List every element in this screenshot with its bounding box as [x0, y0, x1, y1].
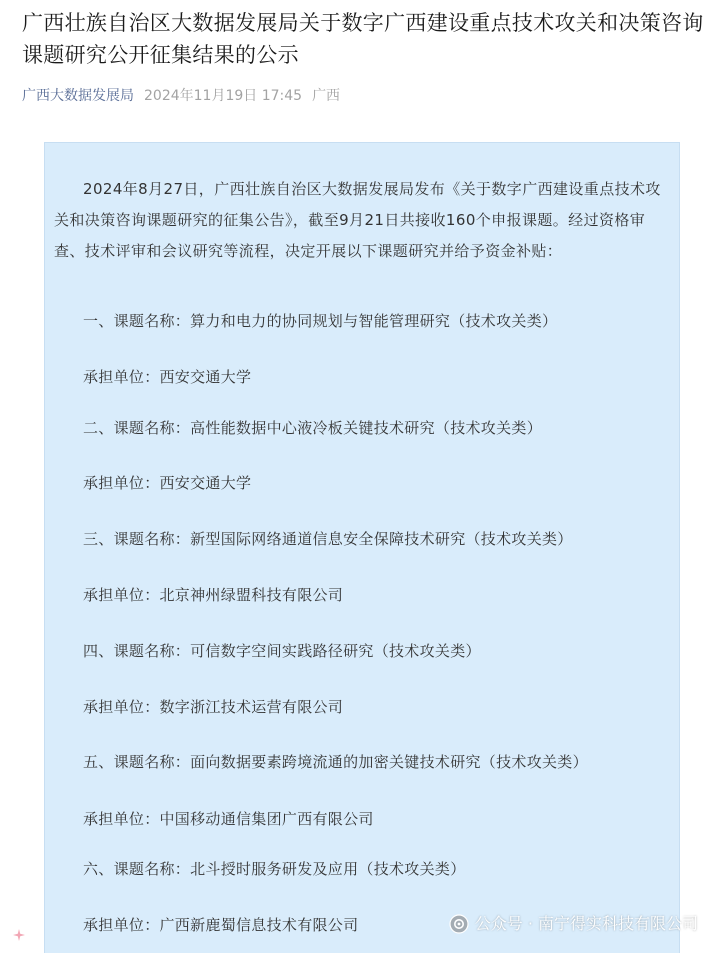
- article-meta: [22, 86, 340, 106]
- unit-3: 承担单位：北京神州绿盟科技有限公司: [83, 586, 344, 604]
- article-title: 广西壮族自治区大数据发展局关于数字广西建设重点技术攻关和决策咨询课题研究公开征集结果的公示: [22, 11, 704, 67]
- intro-paragraph: 2024年8月27日，广西壮族自治区大数据发展局发布《关于数字广西建设重点技术攻关和决策咨询课题研究的征集公告》，截至9月21日共接收160个申报课题。经过资格审查、技术评审和会议研究等流程，决定开展以下课题研究并给予资金补贴：: [54, 180, 661, 260]
- publish-date: 2024年11月19日 17:45: [144, 88, 303, 104]
- author-link[interactable]: 广西大数据发展局: [22, 88, 134, 104]
- unit-6: 承担单位：广西新鹿蜀信息技术有限公司: [83, 916, 359, 934]
- article-content-box: [44, 142, 680, 953]
- wechat-official-account-icon: [449, 914, 469, 934]
- unit-2: 承担单位：西安交通大学: [83, 474, 252, 492]
- publish-region: 广西: [312, 88, 341, 104]
- topic-1: 一、课题名称：算力和电力的协同规划与智能管理研究（技术攻关类）: [83, 312, 558, 330]
- topic-3: 三、课题名称：新型国际网络通道信息安全保障技术研究（技术攻关类）: [83, 530, 573, 548]
- unit-4: 承担单位：数字浙江技术运营有限公司: [83, 698, 344, 716]
- watermark: [449, 912, 698, 936]
- watermark-text: 公众号 · 南宁得实科技有限公司: [474, 914, 698, 933]
- topic-5: 五、课题名称：面向数据要素跨境流通的加密关键技术研究（技术攻关类）: [83, 753, 588, 771]
- topic-2: 二、课题名称：高性能数据中心液冷板关键技术研究（技术攻关类）: [83, 419, 543, 437]
- topic-4: 四、课题名称：可信数字空间实践路径研究（技术攻关类）: [83, 642, 481, 660]
- unit-1: 承担单位：西安交通大学: [83, 368, 252, 386]
- unit-5: 承担单位：中国移动通信集团广西有限公司: [83, 810, 374, 828]
- sparkle-icon: [13, 929, 25, 941]
- topic-6: 六、课题名称：北斗授时服务研发及应用（技术攻关类）: [83, 860, 466, 878]
